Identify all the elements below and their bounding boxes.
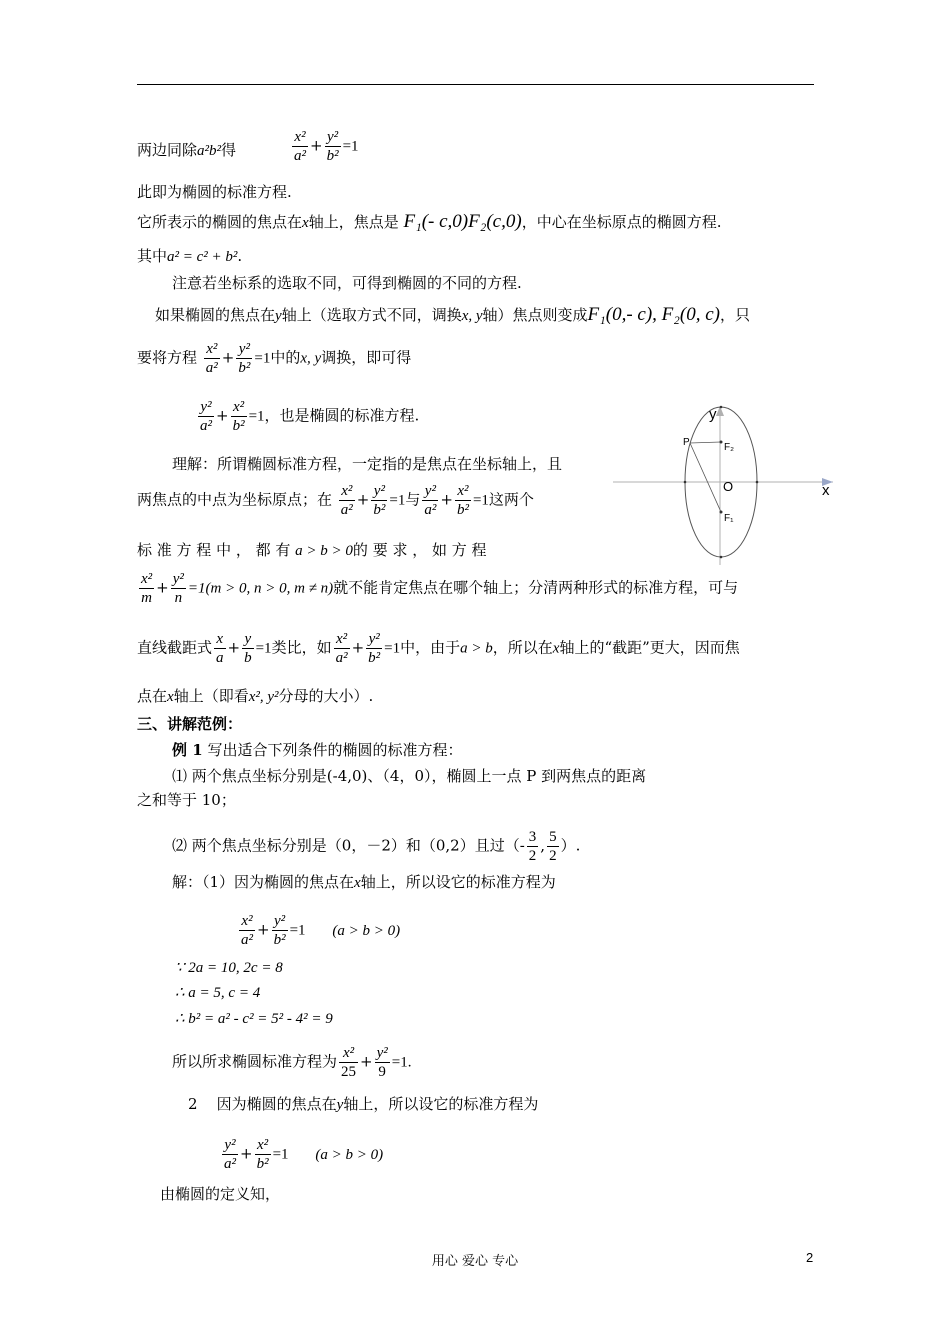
solution-eq-1: $\frac{\text{x²}}{\text{a²}}$ + $\frac{\text{y²}}{\text{b²}}$ =1 (a > b > 0) [241, 913, 401, 948]
solution-2: 2 因为椭圆的焦点在y轴上，所以设它的标准方程为 [188, 1095, 539, 1113]
step-1: ∵ 2a = 10, 2c = 8 [175, 960, 283, 976]
understanding-line-6: 点在x轴上（即看x², y²分母的大小）. [137, 687, 374, 705]
p-label: P [683, 437, 690, 448]
text: 得 [221, 141, 237, 159]
line-where: 其中a² = c² + b². [137, 247, 243, 265]
line-divide [137, 140, 236, 161]
understanding-line-5: 直线截距式 $\frac{x}{a}$ + $\frac{y}{b}$ =1类比，如 $\frac{\text{x²}}{\text{a²}}$ + $\frac{\text{y²}}{\text{b²}}$ =1中，由于a > b，所以在x轴上的“截距”更大，因而焦 [137, 631, 740, 666]
fraction: $\frac{\text{y²}}{\text{b²}}$ [326, 129, 339, 164]
ellipse-figure [608, 400, 840, 570]
f2-label: F₂ [724, 442, 734, 453]
understanding-line-4: $\frac{\text{x²}}{m}$ + $\frac{\text{y²}}{n}$ =1(m > 0, n > 0, m ≠ n)就不能肯定焦点在哪个轴上；分清两种形式的标准方程，可与 [141, 571, 739, 606]
origin-label: O [723, 479, 734, 494]
example1-cond1: ⑴ 两个焦点坐标分别是(-4,0)、（4，0），椭圆上一点 P 到两焦点的距离 [172, 767, 647, 785]
pf1-line [690, 443, 721, 512]
example1-cond2: ⑵ 两个焦点坐标分别是（0，－2）和（0,2）且过（- $\frac{3}{2}$ , $\frac{5}{2}$ ）. [172, 829, 581, 864]
solution-3: 由椭圆的定义知， [160, 1185, 281, 1203]
understanding-line-1: 理解：所谓椭圆标准方程，一定指的是焦点在坐标轴上，且 [172, 455, 563, 473]
footer: 用心 爱心 专心 [431, 1254, 519, 1269]
fraction: $\frac{\text{x²}}{\text{a²}}$ [294, 129, 306, 164]
example1-title: 例 1 写出适合下列条件的椭圆的标准方程： [172, 741, 463, 759]
understanding-line-3: 标 准 方 程 中 ， 都 有 a > b > 0的 要 求 ， 如 方 程 [137, 541, 487, 559]
line-swap: 要将方程 $\frac{\text{x²}}{\text{a²}}$ + $\frac{\text{y²}}{\text{b²}}$ =1中的x, y调换，即可得 [137, 341, 412, 376]
math: a²b² [197, 143, 222, 159]
page-number: 2 [806, 1250, 814, 1265]
solution-1: 解：（1）因为椭圆的焦点在x轴上，所以设它的标准方程为 [172, 873, 556, 891]
answer-1: 所以所求椭圆标准方程为 $\frac{\text{x²}}{25}$ + $\frac{\text{y²}}{9}$ =1. [172, 1045, 412, 1080]
section-heading: 三、讲解范例： [137, 715, 243, 733]
line-focus-x: 它所表示的椭圆的焦点在x轴上，焦点是 F₁(- c,0)F₂(c,0)，中心在坐标原点的椭圆方程. [137, 211, 722, 232]
line-if-y: 如果椭圆的焦点在y轴上（选取方式不同，调换x, y轴）焦点则变成F₁(0,- c), F₂(0, c)，只 [155, 304, 750, 325]
text: 两边同除 [137, 141, 198, 159]
step-2: ∴ a = 5, c = 4 [175, 985, 261, 1001]
f1-label: F₁ [724, 513, 734, 524]
swapped-equation: $\frac{\text{y²}}{\text{a²}}$ + $\frac{\text{x²}}{\text{b²}}$ =1，也是椭圆的标准方程. [200, 399, 420, 434]
x-label: x [822, 482, 830, 499]
step-3: ∴ b² = a² - c² = 5² - 4² = 9 [175, 1011, 333, 1027]
line-this: 此即为椭圆的标准方程. [137, 183, 292, 201]
y-label: y [709, 406, 717, 423]
solution-eq-2: $\frac{\text{y²}}{\text{a²}}$ + $\frac{\text{x²}}{\text{b²}}$ =1 (a > b > 0) [224, 1137, 384, 1172]
line-note: 注意若坐标系的选取不同，可得到椭圆的不同的方程. [172, 274, 522, 292]
standard-equation: $\frac{\text{x²}}{\text{a²}}$ + $\frac{\text{y²}}{\text{b²}}$ =1 [294, 129, 359, 164]
header-rule [137, 84, 814, 85]
example1-cond1-cont: 之和等于 10； [137, 791, 236, 809]
understanding-line-2: 两焦点的中点为坐标原点；在 $\frac{\text{x²}}{\text{a²}}$ + $\frac{\text{y²}}{\text{b²}}$ =1与 $\frac{\text{y²}}{\text{a²}}$ + $\frac{\text{x²}}{\text{b²}}$ =1这两个 [137, 483, 534, 518]
pf2-line [690, 442, 721, 443]
